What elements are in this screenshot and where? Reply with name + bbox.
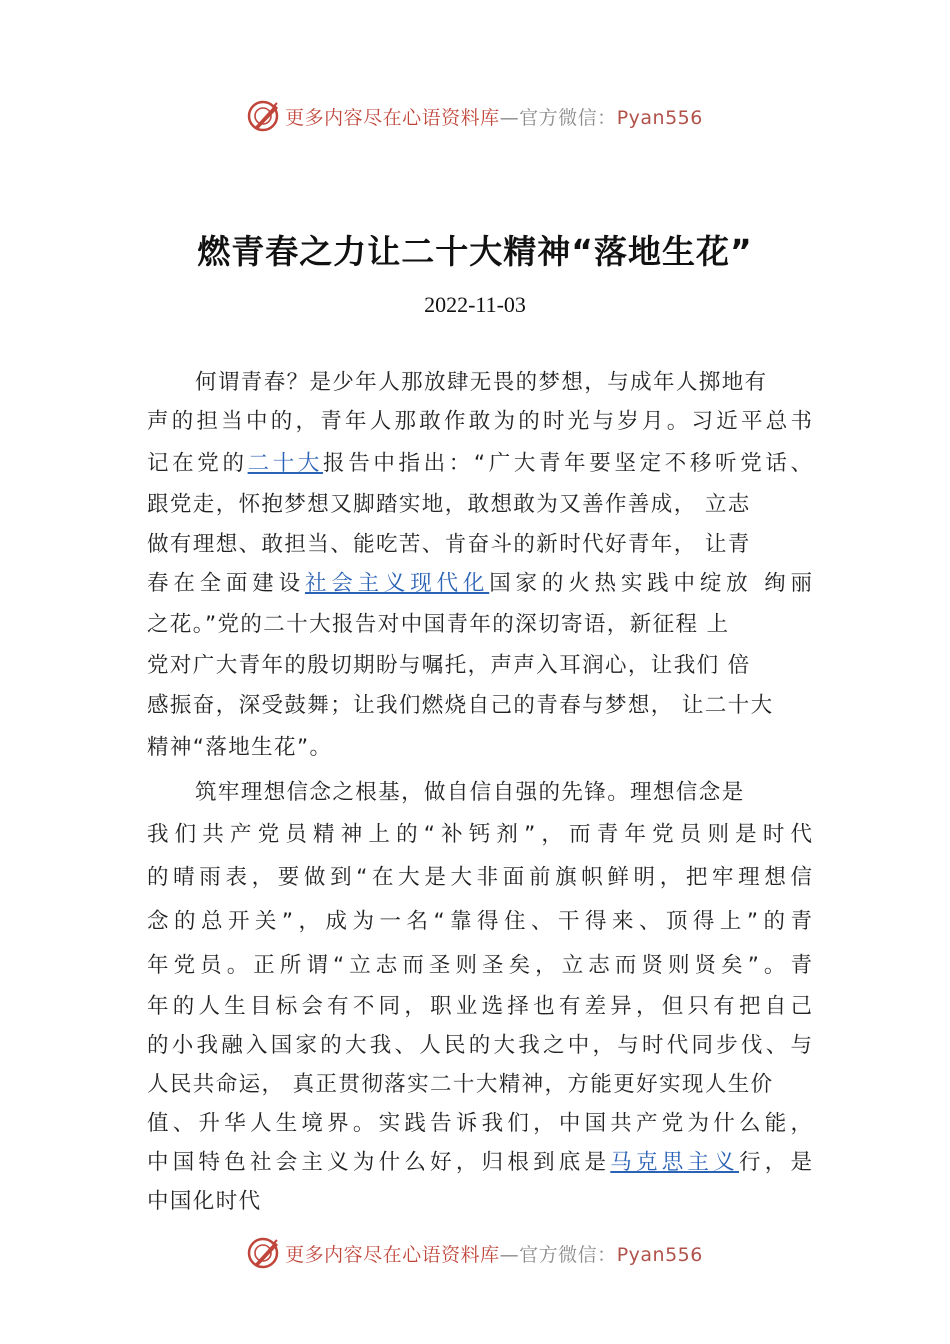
line-text: 中国特色社会主义为什么好，归根到底是 (147, 1150, 611, 1175)
line-text: 记在党的 (147, 451, 248, 476)
banner-wechat-id: Pyan556 (616, 106, 703, 129)
banner-wechat-label: 官方微信： (519, 1243, 617, 1266)
footer-banner (0, 1233, 950, 1273)
line-text: 报告中指出：“广大青年要坚定不移听党话、 (323, 451, 812, 476)
banner-main: 更多内容尽在心语资料库 (285, 106, 500, 129)
body-line: 的晴雨表，要做到“在大是大非面前旗帜鲜明，把牢理想信 (147, 865, 812, 890)
pen-logo-icon (247, 1236, 281, 1270)
banner-dash: — (499, 1243, 520, 1266)
body-line: 党对广大青年的殷切期盼与嘱托，声声入耳润心，让我们 倍 (147, 653, 751, 678)
header-banner (0, 96, 950, 136)
body-line: 年党员。正所谓“立志而圣则圣矣，立志而贤则贤矣”。青 (147, 953, 812, 978)
body-line: 感振奋，深受鼓舞；让我们燃烧自己的青春与梦想， 让二十大 (147, 693, 774, 718)
body-line (147, 569, 812, 599)
body-line: 念的总开关”，成为一名“靠得住、干得来、顶得上”的青 (147, 909, 812, 934)
banner-text (285, 103, 703, 130)
body-line: 做有理想、敢担当、能吃苦、肯奋斗的新时代好青年， 让青 (147, 532, 751, 557)
body-line: 中国化时代 (147, 1189, 262, 1214)
link-marxism[interactable]: 马克思主义 (610, 1150, 739, 1175)
banner-dash: — (499, 106, 520, 129)
banner-main: 更多内容尽在心语资料库 (285, 1243, 500, 1266)
body-line: 我们共产党员精神上的“补钙剂”，而青年党员则是时代 (147, 822, 812, 847)
body-line (147, 449, 812, 479)
line-text: 春在全面建设 (147, 571, 305, 596)
body-line: 精神“落地生花”。 (147, 735, 333, 760)
body-line: 值、升华人生境界。实践告诉我们，中国共产党为什么能， (147, 1111, 812, 1136)
link-twentieth-congress[interactable]: 二十大 (247, 451, 324, 476)
line-text: 国家的火热实践中绽放 绚丽 (489, 571, 812, 596)
body-line: 声的担当中的，青年人那敢作敢为的时光与岁月。习近平总书 (147, 409, 812, 434)
article-title: 燃青春之力让二十大精神“落地生花” (197, 232, 753, 271)
body-line: 人民共命运， 真正贯彻落实二十大精神，方能更好实现人生价 (147, 1072, 774, 1097)
link-socialist-modernization[interactable]: 社会主义现代化 (304, 571, 490, 596)
body-line: 何谓青春？是少年人那放肆无畏的梦想，与成年人掷地有 (195, 370, 768, 395)
body-line: 的小我融入国家的大我、人民的大我之中，与时代同步伐、与 (147, 1033, 812, 1058)
banner-wechat-label: 官方微信： (519, 106, 617, 129)
article-date: 2022-11-03 (424, 292, 526, 317)
pen-logo-icon (247, 99, 281, 133)
body-line: 之花。”党的二十大报告对中国青年的深切寄语，新征程 上 (147, 612, 730, 637)
body-line (147, 1148, 812, 1178)
body-line: 跟党走，怀抱梦想又脚踏实地，敢想敢为又善作善成， 立志 (147, 492, 751, 517)
line-text: 行，是 (739, 1150, 812, 1175)
banner-wechat-id: Pyan556 (616, 1243, 703, 1266)
banner-text (285, 1240, 703, 1267)
body-line: 筑牢理想信念之根基，做自信自强的先锋。理想信念是 (195, 780, 745, 805)
body-line: 年的人生目标会有不同，职业选择也有差异，但只有把自己 (147, 994, 812, 1019)
